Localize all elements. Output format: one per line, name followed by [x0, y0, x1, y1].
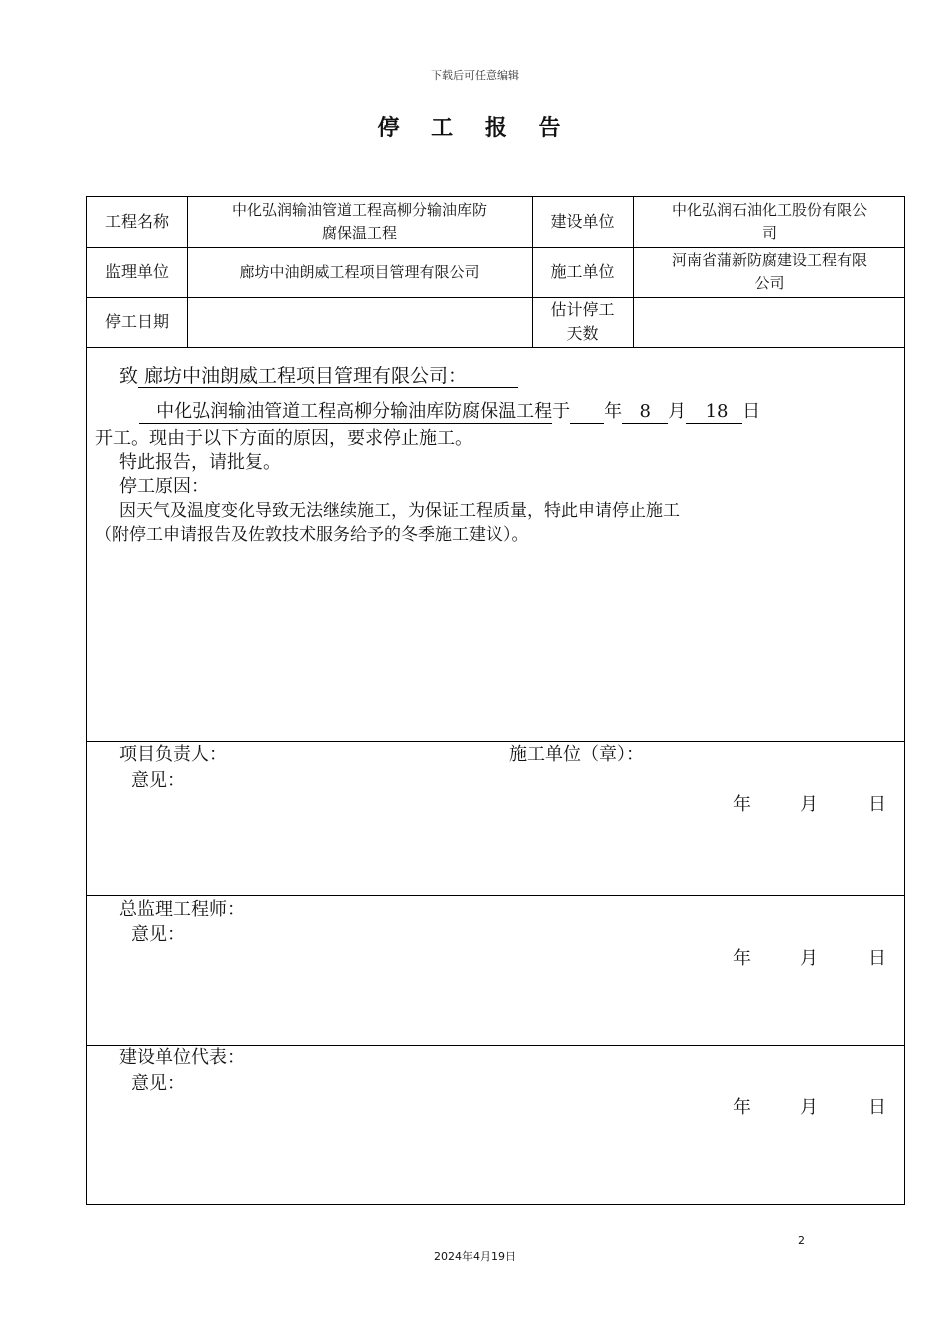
owner-line-2: 司	[761, 224, 777, 242]
project-name-value	[187, 197, 532, 247]
chief-supervisor-label: 总监理工程师：	[119, 899, 245, 920]
start-line	[139, 400, 760, 424]
sign-year: 年	[733, 1097, 751, 1118]
month-value: 8	[622, 401, 668, 424]
reason-line-1: 因天气及温度变化导致无法继续施工，为保证工程质量，特此申请停止施工	[119, 501, 680, 521]
header-note: 下载后可任意编辑	[431, 69, 519, 82]
addressee-company: 廊坊中油朗威工程项目管理有限公司：	[138, 365, 518, 388]
month-text: 月	[668, 401, 687, 422]
project-underlined: 中化弘润输油管道工程高柳分输油库防腐保温工程	[139, 401, 553, 422]
contractor-line-2: 公司	[754, 274, 785, 292]
est-days-label-line-1: 估计停工	[550, 300, 615, 319]
owner-label: 建设单位	[550, 212, 615, 231]
page-number: 2	[798, 1234, 805, 1247]
addressee-line	[119, 364, 518, 388]
contractor-line-1: 河南省蒲新防腐建设工程有限	[671, 251, 867, 269]
row-divider	[87, 347, 904, 348]
owner-representative-label: 建设单位代表：	[119, 1047, 245, 1068]
year-blank	[570, 401, 604, 424]
report-form	[86, 196, 905, 1205]
opinion-label: 意见：	[131, 924, 185, 945]
contractor-stamp-label: 施工单位（章）：	[509, 744, 644, 765]
project-name-label: 工程名称	[104, 212, 169, 231]
document-title: 停 工 报 告	[377, 116, 573, 141]
supervisor-label: 监理单位	[104, 262, 169, 281]
stop-date-label: 停工日期	[104, 312, 169, 331]
sign-day: 日	[868, 948, 886, 969]
project-name-line-2: 腐保温工程	[321, 224, 397, 242]
sign-year: 年	[733, 948, 751, 969]
sign-month: 月	[800, 1097, 818, 1118]
footer-date: 2024年4月19日	[434, 1250, 516, 1263]
sign-day: 日	[868, 794, 886, 815]
est-days-label-line-2: 天数	[566, 324, 599, 343]
year-text: 年	[604, 401, 623, 422]
yu-text: 于	[552, 401, 571, 422]
sign-year: 年	[733, 794, 751, 815]
opinion-label: 意见：	[131, 1073, 185, 1094]
row-divider	[87, 741, 904, 742]
stop-date-value	[187, 297, 532, 347]
sign-month: 月	[800, 794, 818, 815]
reason-intro: 开工。现由于以下方面的原因，要求停止施工。	[95, 428, 473, 449]
sign-month: 月	[800, 948, 818, 969]
est-days-value	[633, 297, 906, 347]
opinion-label: 意见：	[131, 770, 185, 791]
supervisor-value: 廊坊中油朗威工程项目管理有限公司	[239, 262, 480, 281]
row-divider	[87, 895, 904, 896]
sign-day: 日	[868, 1097, 886, 1118]
addressee-prefix: 致	[119, 365, 139, 387]
reason-label: 停工原因：	[119, 476, 209, 497]
owner-value	[633, 197, 906, 247]
day-text: 日	[742, 401, 761, 422]
reason-line-2: （附停工申请报告及佐敦技术服务给予的冬季施工建议）。	[95, 525, 529, 545]
project-name-line-1: 中化弘润输油管道工程高柳分输油库防	[231, 201, 487, 219]
request-line: 特此报告，请批复。	[119, 452, 281, 473]
owner-line-1: 中化弘润石油化工股份有限公	[671, 201, 867, 219]
est-days-label	[532, 297, 633, 347]
contractor-label: 施工单位	[550, 262, 615, 281]
day-value: 18	[686, 401, 742, 424]
project-manager-label: 项目负责人：	[119, 744, 227, 765]
contractor-value	[633, 247, 906, 297]
